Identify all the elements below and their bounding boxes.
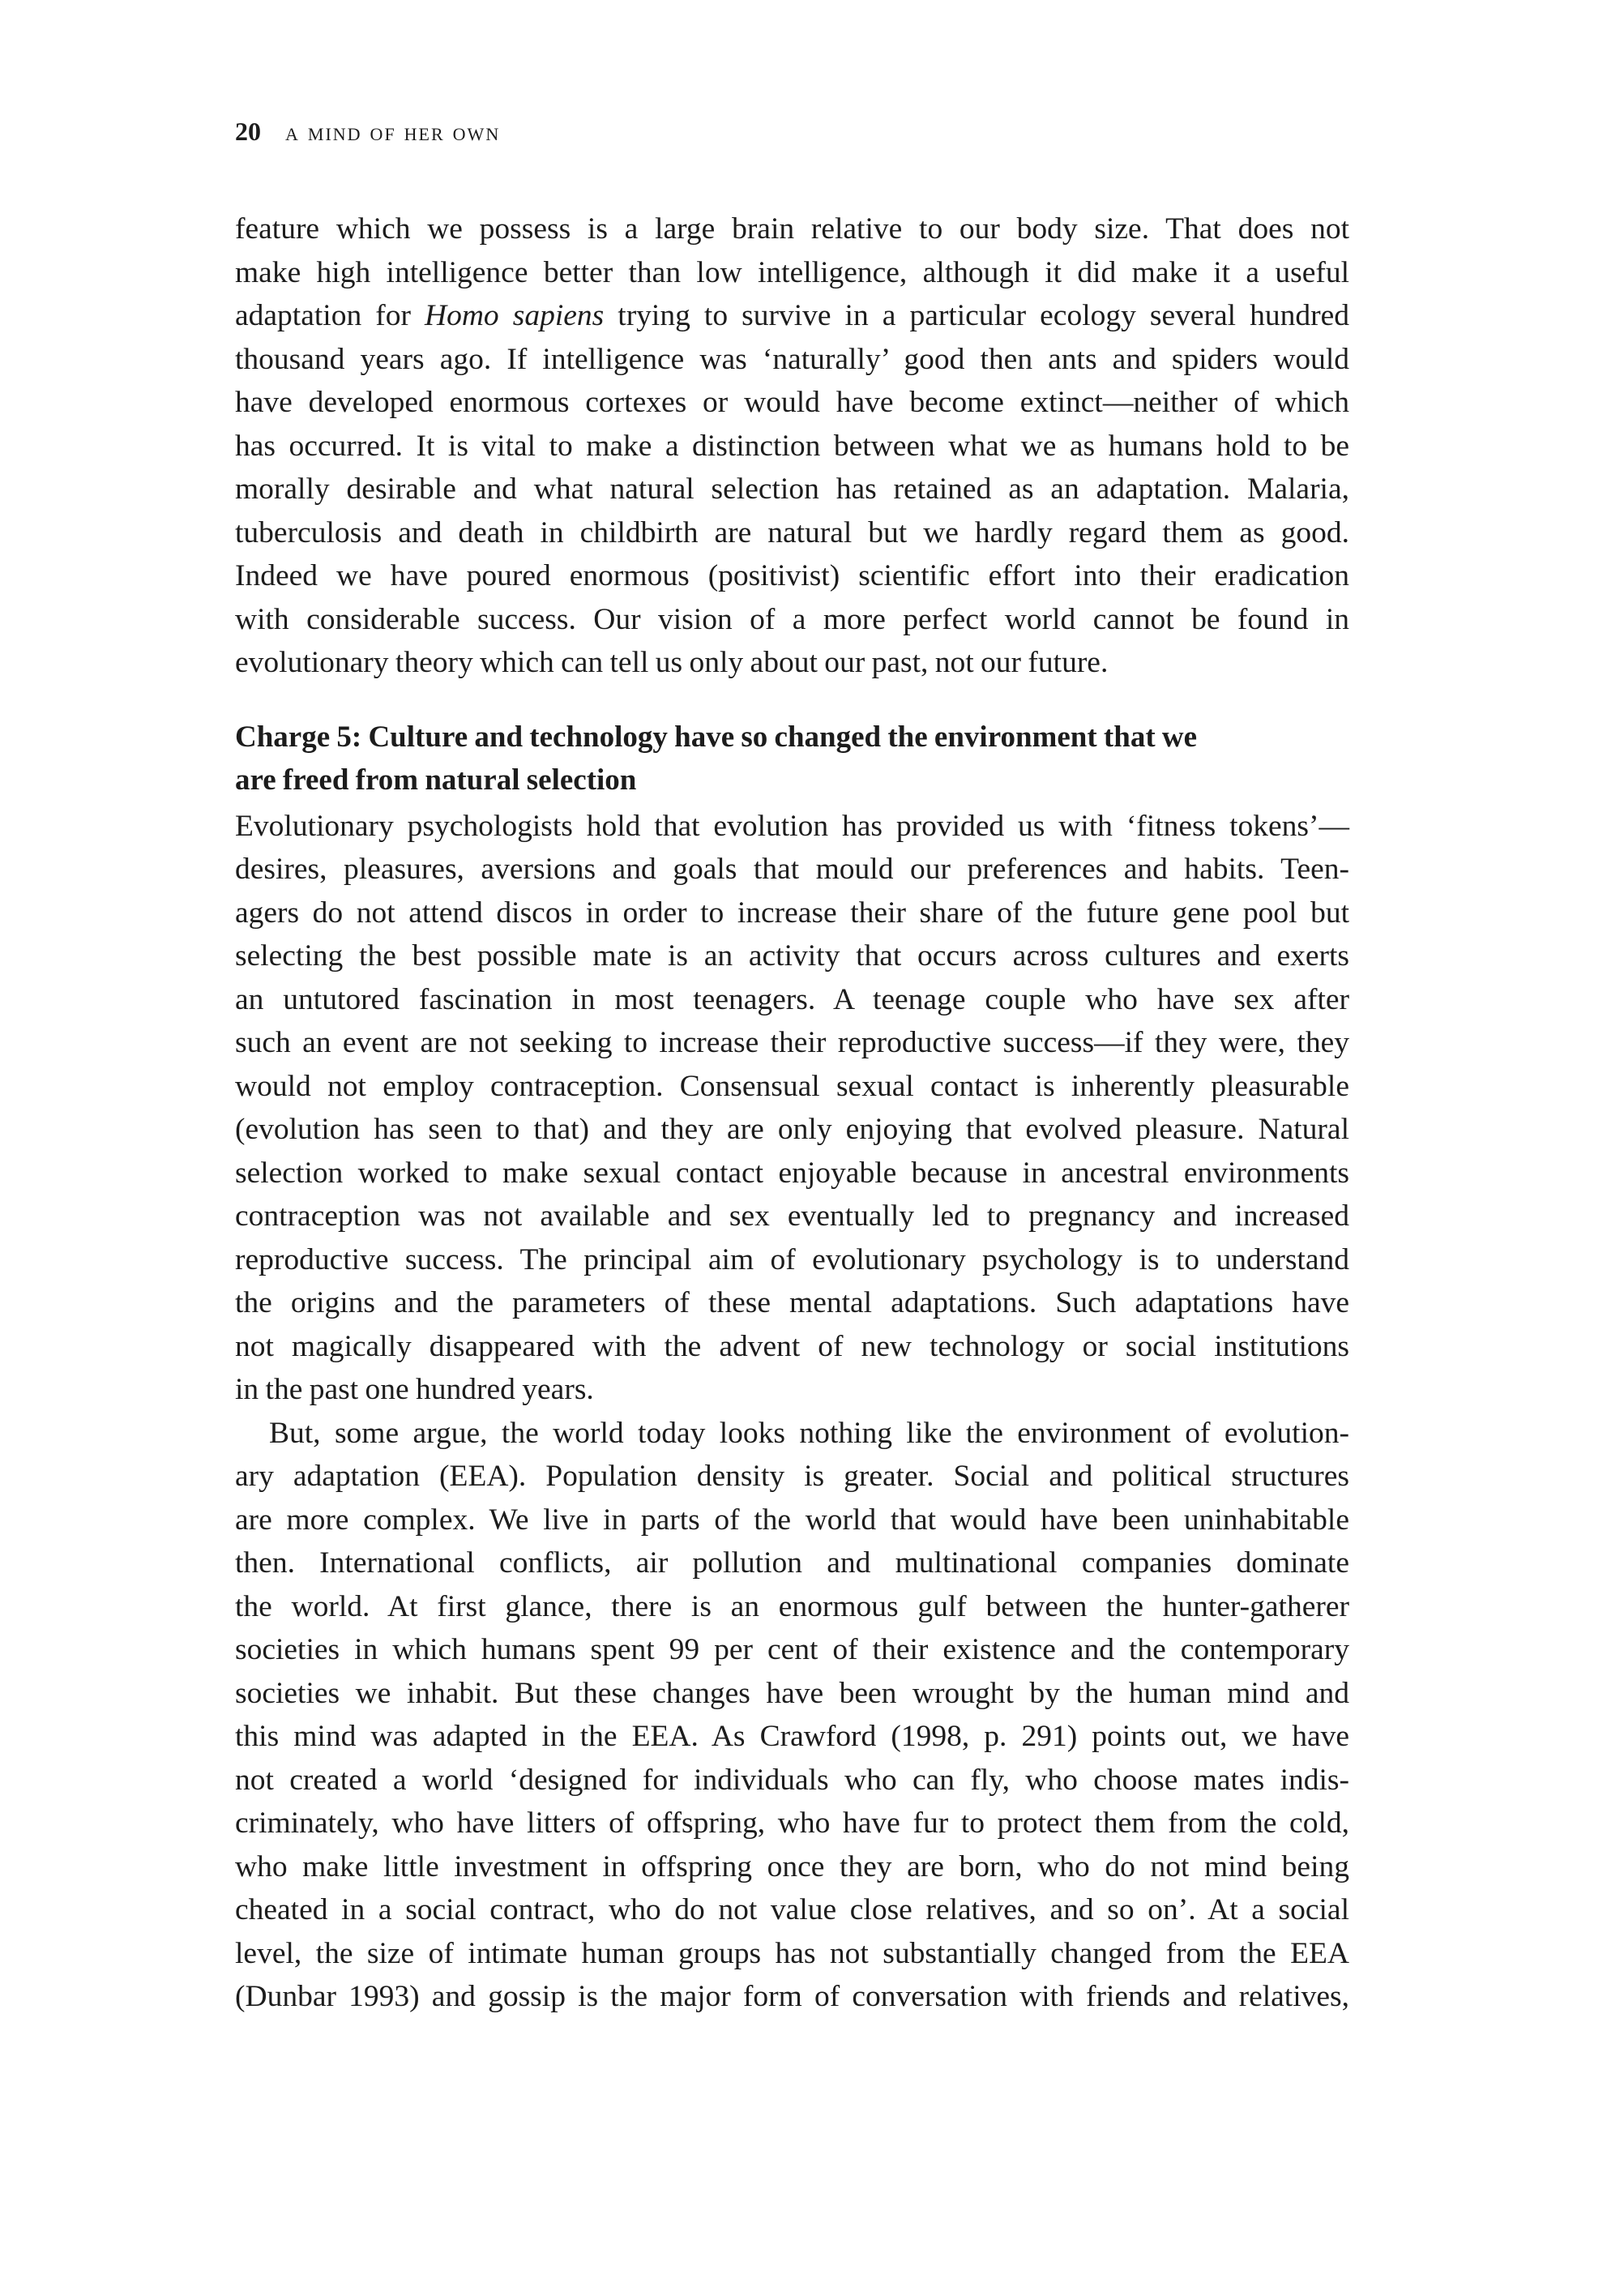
text-line: selecting the best possible mate is an activity that occurs across cultures and exerts — [235, 939, 1349, 973]
text-line: Indeed we have poured enormous (positivist) scientific effort into their eradication — [235, 559, 1349, 592]
text-line: make high intelligence better than low intelligence, although it did make it a useful — [235, 255, 1349, 289]
running-head — [235, 115, 500, 148]
text-line: cheated in a social contract, who do not value close relatives, and so on’. At a social — [235, 1893, 1349, 1926]
text-line: reproductive success. The principal aim of evolutionary psychology is to understand — [235, 1242, 1349, 1276]
paragraph-3 — [235, 1412, 1349, 2019]
page-body — [235, 207, 1349, 2019]
text-line: an untutored fascination in most teenagers. A teenage couple who have sex after — [235, 982, 1349, 1016]
text-line: ary adaptation (EEA). Population density is greater. Social and political structures — [235, 1460, 1349, 1493]
paragraph-1 — [235, 207, 1349, 685]
text-line: morally desirable and what natural selection has retained as an adaptation. Malaria, — [235, 472, 1349, 506]
text-line: contraception was not available and sex eventually led to pregnancy and increased — [235, 1199, 1349, 1233]
text-line: level, the size of intimate human groups has not substantially changed from the EEA — [235, 1936, 1349, 1970]
text-line — [235, 294, 1349, 338]
text-line: has occurred. It is vital to make a distinction between what we as humans hold to be — [235, 429, 1349, 463]
text-line: But, some argue, the world today looks nothing like the environment of evolution- — [269, 1416, 1349, 1450]
text-line: such an event are not seeking to increase their reproductive success—if they were, they — [235, 1026, 1349, 1059]
text-line: would not employ contraception. Consensual sexual contact is inherently pleasurable — [235, 1069, 1349, 1103]
heading-line: Charge 5: Culture and technology have so changed the environment that we — [235, 720, 1198, 754]
text-line: not created a world ‘designed for individuals who can fly, who choose mates indis- — [235, 1763, 1349, 1797]
paragraph-2 — [235, 805, 1349, 1412]
italic-term: Homo sapiens — [425, 299, 605, 332]
text-line: agers do not attend discos in order to increase their share of the future gene pool but — [235, 896, 1349, 930]
text-line: are more complex. We live in parts of the world that would have been uninhabitable — [235, 1503, 1349, 1537]
text-line: have developed enormous cortexes or would have become extinct—neither of which — [235, 386, 1349, 419]
text-fragment: adaptation for — [235, 299, 425, 332]
text-line: with considerable success. Our vision of a more perfect world cannot be found in — [235, 602, 1349, 636]
text-line: this mind was adapted in the EEA. As Crawford (1998, p. 291) points out, we have — [235, 1720, 1349, 1753]
text-line: desires, pleasures, aversions and goals that mould our preferences and habits. Teen- — [235, 853, 1349, 886]
text-fragment: trying to survive in a particular ecology several hundred — [604, 299, 1350, 332]
text-line: (Dunbar 1993) and gossip is the major form of conversation with friends and relatives, — [235, 1980, 1349, 2013]
text-line: thousand years ago. If intelligence was ‘naturally’ good then ants and spiders would — [235, 342, 1349, 376]
book-title: a mind of her own — [285, 117, 501, 146]
section-heading — [235, 716, 1349, 802]
text-line: societies we inhabit. But these changes have been wrought by the human mind and — [235, 1676, 1349, 1710]
text-line: then. International conflicts, air pollution and multinational companies dominate — [235, 1546, 1349, 1580]
text-line: the world. At first glance, there is an enormous gulf between the hunter-gatherer — [235, 1589, 1349, 1623]
text-line: feature which we possess is a large brain relative to our body size. That does not — [235, 212, 1349, 246]
text-line: tuberculosis and death in childbirth are natural but we hardly regard them as good. — [235, 515, 1349, 549]
text-line: societies in which humans spent 99 per cent of their existence and the contemporary — [235, 1633, 1349, 1666]
text-line: who make little investment in offspring once they are born, who do not mind being — [235, 1849, 1349, 1883]
text-line: in the past one hundred years. — [235, 1373, 594, 1406]
text-line: evolutionary theory which can tell us only about our past, not our future. — [235, 646, 1109, 679]
text-line: selection worked to make sexual contact enjoyable because in ancestral environments — [235, 1156, 1349, 1190]
text-line: criminately, who have litters of offspring, who have fur to protect them from the cold, — [235, 1806, 1349, 1840]
text-line: not magically disappeared with the advent of new technology or social institutions — [235, 1329, 1349, 1363]
heading-line: are freed from natural selection — [235, 763, 637, 797]
text-line: the origins and the parameters of these mental adaptations. Such adaptations have — [235, 1286, 1349, 1319]
page-number: 20 — [235, 117, 261, 146]
text-line: Evolutionary psychologists hold that evolution has provided us with ‘fitness tokens’— — [235, 809, 1349, 843]
text-line: (evolution has seen to that) and they are only enjoying that evolved pleasure. Natural — [235, 1113, 1349, 1146]
